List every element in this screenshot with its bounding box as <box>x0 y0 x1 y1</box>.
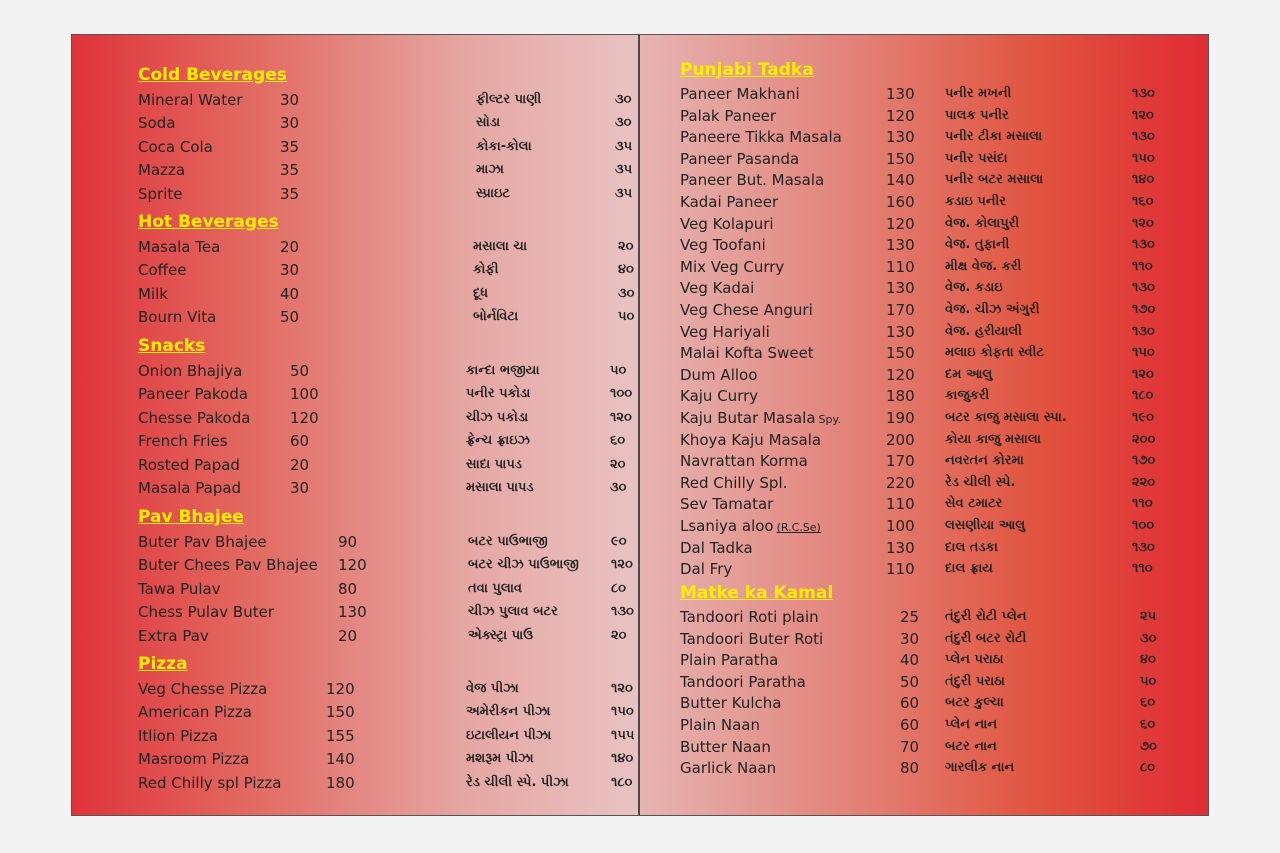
item-name: Malai Kofta Sweet <box>680 344 814 363</box>
section-title: Punjabi Tadka <box>680 60 814 80</box>
item-price-gujarati: ૫૦ <box>618 309 635 325</box>
item-price-gujarati: ૧૬૦ <box>1132 194 1154 209</box>
item-price-gujarati: ૧૨૦ <box>610 409 632 425</box>
item-price: 110 <box>886 560 915 579</box>
item-name-gujarati: દમ આલુ <box>945 366 993 382</box>
item-name-gujarati: સ્પ્રાઇટ <box>476 185 510 201</box>
item-price-gujarati: ૧૪૦ <box>611 751 634 767</box>
item-name-gujarati: પ્લેન નાન <box>945 717 998 732</box>
item-name <box>680 407 841 431</box>
item-name: Veg Hariyali <box>680 322 770 341</box>
item-price: 170 <box>886 301 915 319</box>
item-name-gujarati: ફીલ્ટર પાણી <box>476 92 542 107</box>
item-price: 155 <box>326 726 355 745</box>
item-name-gujarati: બટર કાજુ મસાલા સ્પા. <box>945 410 1067 425</box>
item-name-gujarati: વેજ. કડાઇ <box>945 280 1003 296</box>
item-price: 160 <box>886 193 915 211</box>
item-price-gujarati: ૨૨૦ <box>1132 474 1156 490</box>
item-price: 30 <box>280 114 300 133</box>
menu-item <box>680 126 1180 148</box>
item-name: Buter Chees Pav Bhajee <box>138 556 318 575</box>
item-price: 110 <box>886 257 915 276</box>
item-name: Masala Papad <box>138 479 242 497</box>
item-name: Plain Naan <box>680 716 760 734</box>
item-price-gujarati: ૧૪૦ <box>1132 172 1155 188</box>
item-price: 170 <box>886 452 915 471</box>
item-price-gujarati: ૧૩૦ <box>1132 280 1155 296</box>
item-price: 130 <box>886 538 915 557</box>
item-price: 60 <box>900 716 920 734</box>
item-price: 150 <box>886 344 915 363</box>
item-name-note: (R.C.Se) <box>776 521 821 534</box>
item-name <box>680 515 821 539</box>
item-name-gujarati: તવા પુલાવ <box>468 580 522 596</box>
item-price: 120 <box>886 106 915 125</box>
item-price: 180 <box>326 773 355 792</box>
item-name: Red Chilly spl Pizza <box>138 773 282 792</box>
section-title: Matke ka Kamal <box>680 583 834 603</box>
item-price: 110 <box>886 495 915 514</box>
item-price: 35 <box>280 161 300 180</box>
menu-item <box>138 601 638 623</box>
menu-item <box>138 430 638 452</box>
item-name: Khoya Kaju Masala <box>680 430 822 449</box>
item-name-gujarati: નવરતન કોરમા <box>945 453 1024 469</box>
item-name: Onion Bhajiya <box>138 362 243 380</box>
item-name: Tandoori Roti plain <box>680 608 819 626</box>
section-title: Hot Beverages <box>138 212 279 232</box>
item-price: 20 <box>290 455 310 474</box>
item-name: American Pizza <box>138 703 252 722</box>
item-price: 80 <box>900 759 920 778</box>
menu-item <box>680 692 1180 714</box>
item-price-gujarati: ૪૦ <box>1140 652 1156 668</box>
item-name: Kadai Paneer <box>680 193 779 211</box>
item-name-gujarati: પનીર પકોડા <box>466 386 531 402</box>
item-name: Butter Kulcha <box>680 694 782 713</box>
item-name: Coffee <box>138 261 187 280</box>
item-name-gujarati: ઇટાલીયન પીઝા <box>466 727 552 743</box>
section-title: Pizza <box>138 654 188 674</box>
menu-item <box>138 283 638 305</box>
item-name: Paneer Pakoda <box>138 385 249 404</box>
menu-item <box>680 299 1180 321</box>
item-name-gujarati: સાદા પાપડ <box>466 456 522 472</box>
item-name-gujarati: મીક્ષ વેજ. કરી <box>945 258 1022 274</box>
menu-item <box>680 407 1180 429</box>
item-name: Plain Paratha <box>680 651 779 670</box>
menu-item <box>138 701 638 723</box>
item-price-gujarati: ૩૦ <box>1140 630 1157 646</box>
item-price-gujarati: ૬૦ <box>1140 695 1156 711</box>
menu-item <box>680 148 1180 170</box>
item-price-gujarati: ૩૦ <box>615 115 632 131</box>
left-menu-page <box>72 35 638 815</box>
item-price: 200 <box>886 430 915 449</box>
item-price-gujarati: ૧૦૦ <box>610 386 633 402</box>
item-price: 30 <box>280 261 300 280</box>
item-price-gujarati: ૧૨૦ <box>1132 107 1154 123</box>
item-price-gujarati: ૩૫ <box>615 185 633 201</box>
item-name-gujarati: પ્લેન પરાઠા <box>945 652 1004 668</box>
item-price: 35 <box>280 137 300 156</box>
menu-item <box>138 625 638 647</box>
item-name: Veg Kadai <box>680 279 755 298</box>
menu-item <box>680 606 1180 628</box>
item-name-gujarati: સેવ ટમાટર <box>945 496 1003 512</box>
item-name-gujarati: તંદુરી પરાઠા <box>945 673 1005 689</box>
section-title: Cold Beverages <box>138 65 287 85</box>
item-name: Extra Pav <box>138 626 209 645</box>
menu-item <box>680 234 1180 256</box>
item-price: 50 <box>290 362 310 380</box>
menu-item <box>680 472 1180 494</box>
item-price-gujarati: ૩૫ <box>615 138 633 154</box>
section-title: Snacks <box>138 336 206 356</box>
item-price-gujarati: ૧૭૦ <box>1132 302 1156 317</box>
item-name: Paneer Makhani <box>680 85 800 103</box>
menu-item <box>680 191 1180 213</box>
item-name: Dal Tadka <box>680 538 753 557</box>
item-name: Tawa Pulav <box>138 579 221 598</box>
item-name: Milk <box>138 284 168 303</box>
item-name: Dal Fry <box>680 560 733 579</box>
menu-item <box>680 714 1180 736</box>
menu-item <box>138 678 638 700</box>
menu-item <box>138 183 638 205</box>
item-name: Paneere Tikka Masala <box>680 128 842 147</box>
item-name: Chess Pulav Buter <box>138 603 274 622</box>
menu-item <box>138 748 638 770</box>
item-name: Navrattan Korma <box>680 452 808 471</box>
item-price-gujarati: ૧૨૦ <box>611 557 633 573</box>
item-name-gujarati: માઝા <box>476 162 504 178</box>
item-price: 130 <box>886 279 915 298</box>
item-name-gujarati: કોફી <box>473 262 499 278</box>
item-price: 130 <box>886 322 915 341</box>
item-price: 180 <box>886 387 915 406</box>
item-name: Veg Chesse Pizza <box>138 680 268 698</box>
item-name-gujarati: લસણીયા આલુ <box>945 518 1026 533</box>
item-price: 30 <box>280 91 300 109</box>
item-price-gujarati: ૩૦ <box>610 480 627 495</box>
item-name-gujarati: ચીઝ પુલાવ બટર <box>468 604 558 620</box>
item-price-gujarati: ૧૧૦ <box>1132 258 1153 274</box>
item-price: 190 <box>886 409 915 427</box>
item-price-gujarati: ૧૨૦ <box>1132 215 1154 231</box>
item-price-gujarati: ૧૩૦ <box>1132 323 1155 339</box>
item-name-gujarati: કડાઇ પનીર <box>945 194 1006 209</box>
menu-item <box>680 537 1180 559</box>
item-price: 120 <box>886 214 915 233</box>
item-price: 25 <box>900 608 920 626</box>
menu-item <box>680 364 1180 386</box>
menu-item <box>138 383 638 405</box>
item-price-gujarati: ૨૦૦ <box>1132 431 1156 447</box>
item-name: Tandoori Buter Roti <box>680 629 824 648</box>
item-name: Kaju Curry <box>680 387 759 406</box>
item-price: 130 <box>886 85 915 103</box>
item-name-gujarati: મસાલા પાપડ <box>466 480 534 495</box>
menu-item <box>138 259 638 281</box>
item-price-gujarati: ૧૩૦ <box>1132 129 1155 145</box>
item-price: 35 <box>280 184 300 203</box>
item-price-gujarati: ૬૦ <box>610 433 626 449</box>
item-name-gujarati: મસાલા ચા <box>473 239 528 254</box>
item-price: 70 <box>900 737 920 756</box>
item-name: Mineral Water <box>138 91 243 109</box>
item-name: Tandoori Paratha <box>680 672 806 691</box>
item-name: Bourn Vita <box>138 308 217 327</box>
item-name-gujarati: ગારલીક નાન <box>945 760 1015 776</box>
menu-item <box>680 385 1180 407</box>
item-price: 120 <box>290 408 319 427</box>
item-name: Itlion Pizza <box>138 726 218 745</box>
item-price-gujarati: ૧૨૦ <box>1132 366 1154 382</box>
item-name: Masala Tea <box>138 238 221 256</box>
item-price-gujarati: ૧૦૦ <box>1132 518 1155 533</box>
item-name: French Fries <box>138 432 228 451</box>
item-price: 90 <box>338 533 358 551</box>
item-price-gujarati: ૧૮૦ <box>1132 388 1154 404</box>
item-price: 130 <box>886 128 915 147</box>
item-name: Soda <box>138 114 176 133</box>
menu-item <box>680 256 1180 278</box>
menu-item <box>680 213 1180 235</box>
item-name: Masroom Pizza <box>138 750 250 769</box>
item-price: 140 <box>886 171 915 190</box>
item-price: 20 <box>338 626 358 645</box>
item-name: Sprite <box>138 184 183 203</box>
item-name: Paneer But. Masala <box>680 171 825 190</box>
item-name: Buter Pav Bhajee <box>138 533 267 551</box>
item-name-gujarati: વેજ. હરીયાલી <box>945 323 1022 339</box>
item-price-gujarati: ૩૦ <box>618 285 635 301</box>
menu-item <box>138 531 638 553</box>
item-name-gujarati: અમેરીકન પીઝા <box>466 704 551 720</box>
item-price: 220 <box>886 473 915 492</box>
menu-item <box>680 321 1180 343</box>
item-price: 120 <box>326 680 355 698</box>
item-name-gujarati: પનીર બટર મસાલા <box>945 172 1044 188</box>
item-price-gujarati: ૨૦ <box>611 627 627 643</box>
item-price-gujarati: ૩૦ <box>615 92 632 107</box>
item-price-gujarati: ૧૭૦ <box>1132 453 1156 469</box>
menu-item <box>680 757 1180 779</box>
item-name: Veg Chese Anguri <box>680 301 813 319</box>
item-name-gujarati: મલાઇ કોફતા સ્વીટ <box>945 345 1044 361</box>
menu-item <box>138 89 638 111</box>
item-price: 20 <box>280 238 300 256</box>
item-name-gujarati: પનીર ટીકા મસાલા <box>945 129 1043 145</box>
item-name-gujarati: દાલ ફ્રાય <box>945 561 993 577</box>
item-name-gujarati: એક્સ્ટ્રા પાઉ <box>468 627 534 643</box>
menu-item <box>680 169 1180 191</box>
item-name: Veg Kolapuri <box>680 214 774 233</box>
menu-item <box>680 736 1180 758</box>
item-price: 30 <box>900 629 920 648</box>
item-name: Veg Toofani <box>680 236 766 255</box>
item-name: Palak Paneer <box>680 106 777 125</box>
item-price: 40 <box>900 651 920 670</box>
menu-item <box>680 493 1180 515</box>
menu-item <box>138 159 638 181</box>
item-price: 150 <box>326 703 355 722</box>
menu-item <box>138 772 638 794</box>
item-name-text: Kaju Butar Masala <box>680 409 816 427</box>
item-price: 140 <box>326 750 355 769</box>
menu-item <box>680 277 1180 299</box>
item-name-gujarati: બટર ચીઝ પાઉભાજી <box>468 557 579 573</box>
item-name-gujarati: કાજુકરી <box>945 388 990 404</box>
item-name-gujarati: કોયા કાજુ મસાલા <box>945 431 1041 447</box>
menu-item <box>680 558 1180 580</box>
menu-item <box>680 671 1180 693</box>
item-price-gujarati: ૫૦ <box>1140 673 1157 689</box>
item-name-gujarati: ફ્રેન્ચ ફ્રાઇઝ <box>466 433 530 449</box>
item-price: 130 <box>886 236 915 255</box>
menu-item <box>680 429 1180 451</box>
item-price: 100 <box>886 517 915 535</box>
item-name-text: Lsaniya aloo <box>680 517 774 535</box>
item-price: 120 <box>886 365 915 384</box>
item-name: Rosted Papad <box>138 455 240 474</box>
item-price-gujarati: ૧૧૦ <box>1132 561 1153 577</box>
right-menu-page <box>640 35 1208 815</box>
item-price: 60 <box>900 694 920 713</box>
item-price-gujarati: ૧૩૦ <box>611 604 634 620</box>
menu-item <box>138 236 638 258</box>
menu-item <box>138 477 638 499</box>
menu-item <box>680 628 1180 650</box>
item-price-gujarati: ૧૫૫ <box>611 727 635 743</box>
section-title: Pav Bhajee <box>138 507 244 527</box>
item-price-gujarati: ૪૦ <box>618 262 634 278</box>
item-name: Butter Naan <box>680 737 771 756</box>
item-name: Red Chilly Spl. <box>680 473 788 492</box>
item-name-gujarati: બોર્નવિટા <box>473 309 519 325</box>
item-name: Paneer Pasanda <box>680 149 800 168</box>
item-name-gujarati: પનીર પસંદા <box>945 150 1008 166</box>
item-price-gujarati: ૯૦ <box>611 534 627 549</box>
item-price-gujarati: ૭૦ <box>1140 738 1157 754</box>
menu-item <box>138 554 638 576</box>
item-price: 50 <box>280 308 300 327</box>
item-price-gujarati: ૨૫ <box>1140 609 1157 624</box>
menu-item <box>138 725 638 747</box>
item-name: Mazza <box>138 161 186 180</box>
item-name-gujarati: બટર પાઉભાજી <box>468 534 548 549</box>
item-name: Chesse Pakoda <box>138 408 251 427</box>
item-price-gujarati: ૧૩૦ <box>1132 539 1155 555</box>
item-name-gujarati: ચીઝ પકોડા <box>466 409 529 425</box>
item-price-gujarati: ૨૦ <box>618 239 634 254</box>
item-name-gujarati: પાલક પનીર <box>945 107 1009 123</box>
item-price-gujarati: ૧૩૦ <box>1132 86 1155 101</box>
menu-item <box>138 454 638 476</box>
menu-item <box>138 306 638 328</box>
item-price: 50 <box>900 672 920 691</box>
menu-item <box>680 105 1180 127</box>
menu-item <box>138 578 638 600</box>
item-price: 150 <box>886 149 915 168</box>
menu-item <box>680 83 1180 105</box>
item-name-gujarati: દાલ તડકા <box>945 539 998 555</box>
item-price-gujarati: ૧૫૦ <box>1132 150 1155 166</box>
item-price-gujarati: ૧૮૦ <box>611 774 633 790</box>
item-price-gujarati: ૧૧૦ <box>1132 496 1153 512</box>
item-name: Coca Cola <box>138 137 213 156</box>
item-name-gujarati: વેજ. ચીઝ અંગુરી <box>945 302 1040 317</box>
menu-item <box>680 649 1180 671</box>
item-price-gujarati: ૧૩૦ <box>1132 237 1155 253</box>
menu-item <box>138 407 638 429</box>
item-name-gujarati: સોડા <box>476 115 501 131</box>
item-name: Dum Alloo <box>680 365 758 384</box>
item-name-gujarati: વેજ પીઝા <box>466 681 519 696</box>
item-name-gujarati: દૂધ <box>473 285 489 301</box>
item-name-gujarati: પનીર મખની <box>945 86 1012 101</box>
item-price-gujarati: ૧૫૦ <box>611 704 634 720</box>
item-name: Sev Tamatar <box>680 495 774 514</box>
item-name-gujarati: કાન્દા ભજીયા <box>466 363 540 378</box>
item-name: Garlick Naan <box>680 759 777 778</box>
menu-item <box>680 450 1180 472</box>
menu-item <box>138 360 638 382</box>
item-name-note: Spy. <box>818 413 841 426</box>
item-name-gujarati: રેડ ચીલી સ્પે. <box>945 474 1016 490</box>
item-name-gujarati: બટર કુલ્ચા <box>945 695 1004 711</box>
item-price-gujarati: ૮૦ <box>611 580 626 596</box>
menu-item <box>680 515 1180 537</box>
item-price-gujarati: ૬૦ <box>1140 717 1156 732</box>
item-name-gujarati: બટર નાન <box>945 738 997 754</box>
item-name-gujarati: રેડ ચીલી સ્પે. પીઝા <box>466 774 569 790</box>
item-price: 120 <box>338 556 367 575</box>
item-price-gujarati: ૧૨૦ <box>611 681 633 696</box>
menu-item <box>680 342 1180 364</box>
item-name-gujarati: વેજ. કોલાપુરી <box>945 215 1020 231</box>
item-price-gujarati: ૫૦ <box>610 363 627 378</box>
item-price: 40 <box>280 284 300 303</box>
item-name-gujarati: તંદુરી રોટી પ્લેન <box>945 609 1027 624</box>
item-name-gujarati: વેજ. તુફાની <box>945 237 1010 253</box>
menu-spread <box>71 34 1209 816</box>
item-price: 100 <box>290 385 319 404</box>
item-price: 80 <box>338 579 358 598</box>
item-price-gujarati: ૧૫૦ <box>1132 345 1155 361</box>
menu-item <box>138 112 638 134</box>
item-price-gujarati: ૮૦ <box>1140 760 1155 776</box>
item-price: 30 <box>290 479 310 497</box>
item-price-gujarati: ૩૫ <box>615 162 633 178</box>
item-price-gujarati: ૧૯૦ <box>1132 410 1154 425</box>
item-name-gujarati: મશરૂમ પીઝા <box>466 751 534 767</box>
menu-item <box>138 136 638 158</box>
item-name-gujarati: તંદુરી બટર રોટી <box>945 630 1027 646</box>
item-name: Mix Veg Curry <box>680 257 785 276</box>
item-price: 130 <box>338 603 367 622</box>
item-price: 60 <box>290 432 310 451</box>
item-price-gujarati: ૨૦ <box>610 456 626 472</box>
item-name-gujarati: કોકા-કોલા <box>476 138 532 154</box>
